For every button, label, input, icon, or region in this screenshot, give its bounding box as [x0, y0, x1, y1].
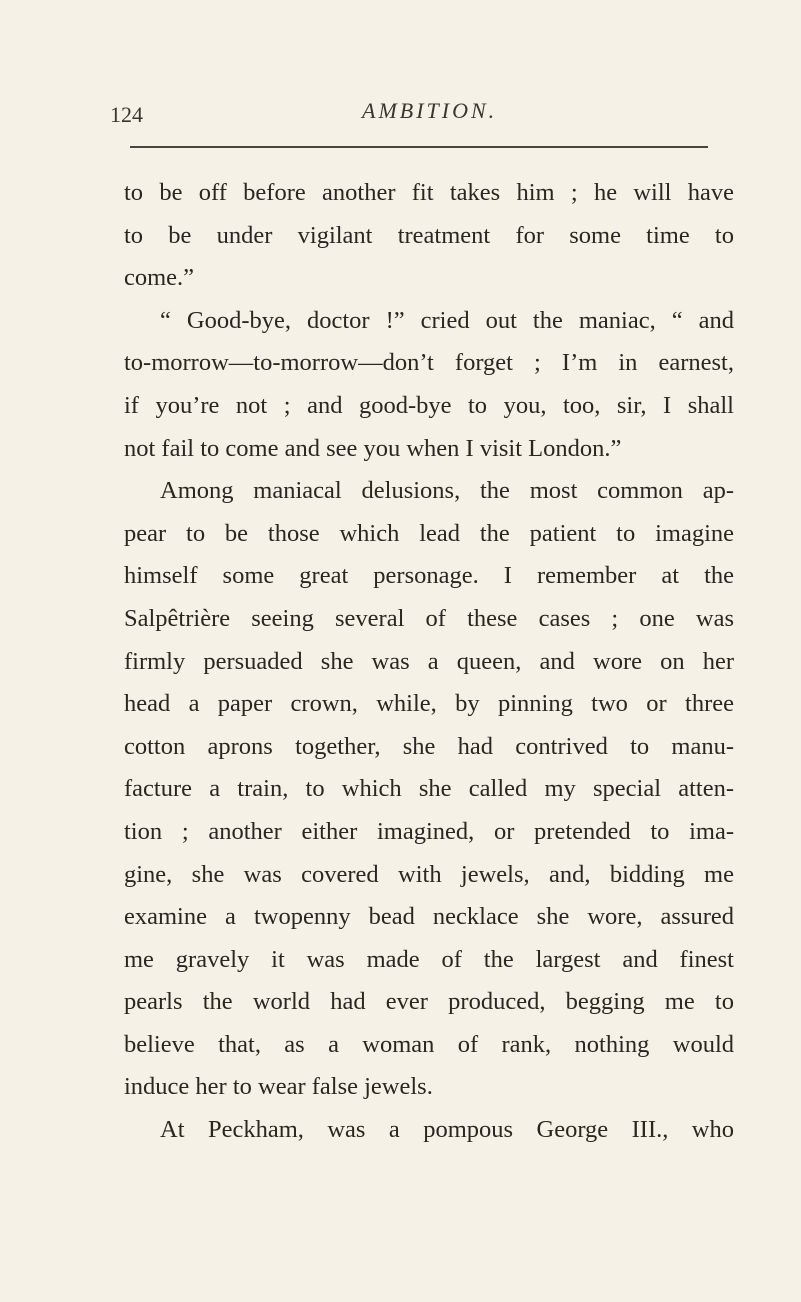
text-line: to be under vigilant treatment for some time to	[124, 221, 734, 249]
text-line: facture a train, to which she called my special atten-	[124, 775, 734, 803]
text-line: gine, she was covered with jewels, and, bidding me	[124, 860, 734, 888]
text-line: firmly persuaded she was a queen, and wore on her	[124, 647, 734, 675]
running-head: AMBITION.	[362, 98, 498, 123]
page-number: 124	[110, 102, 143, 127]
text-line: to be off before another fit takes him ; he will have	[124, 179, 734, 206]
text-line: if you’re not ; and good-bye to you, too, sir, I shall	[124, 391, 734, 419]
text-line: “ Good-bye, doctor !” cried out the maniac, “ and	[160, 306, 734, 334]
text-line: me gravely it was made of the largest and finest	[124, 945, 734, 973]
text-line: himself some great personage. I remember at the	[124, 562, 734, 590]
page-header	[0, 98, 801, 138]
text-line: pearls the world had ever produced, begging me to	[124, 988, 734, 1016]
body-text	[124, 172, 734, 1152]
text-line: examine a twopenny bead necklace she wore, assured	[124, 903, 734, 931]
text-line: tion ; another either imagined, or pretended to ima-	[124, 817, 734, 845]
text-line: pear to be those which lead the patient to imagine	[124, 519, 734, 547]
text-line: not fail to come and see you when I visit London.”	[124, 434, 622, 462]
text-line: induce her to wear false jewels.	[124, 1073, 433, 1101]
text-line: head a paper crown, while, by pinning two or three	[124, 690, 734, 718]
text-line: cotton aprons together, she had contrived to manu-	[124, 732, 734, 760]
text-line: At Peckham, was a pompous George III., who	[160, 1116, 734, 1144]
header-rule	[130, 146, 708, 148]
text-line: to-morrow—to-morrow—don’t forget ; I’m in earnest,	[124, 349, 734, 377]
text-line: Among maniacal delusions, the most common ap-	[160, 477, 734, 505]
text-line: Salpêtrière seeing several of these cases ; one was	[124, 604, 734, 632]
text-line: come.”	[124, 264, 195, 292]
text-line: believe that, as a woman of rank, nothing would	[124, 1030, 734, 1058]
